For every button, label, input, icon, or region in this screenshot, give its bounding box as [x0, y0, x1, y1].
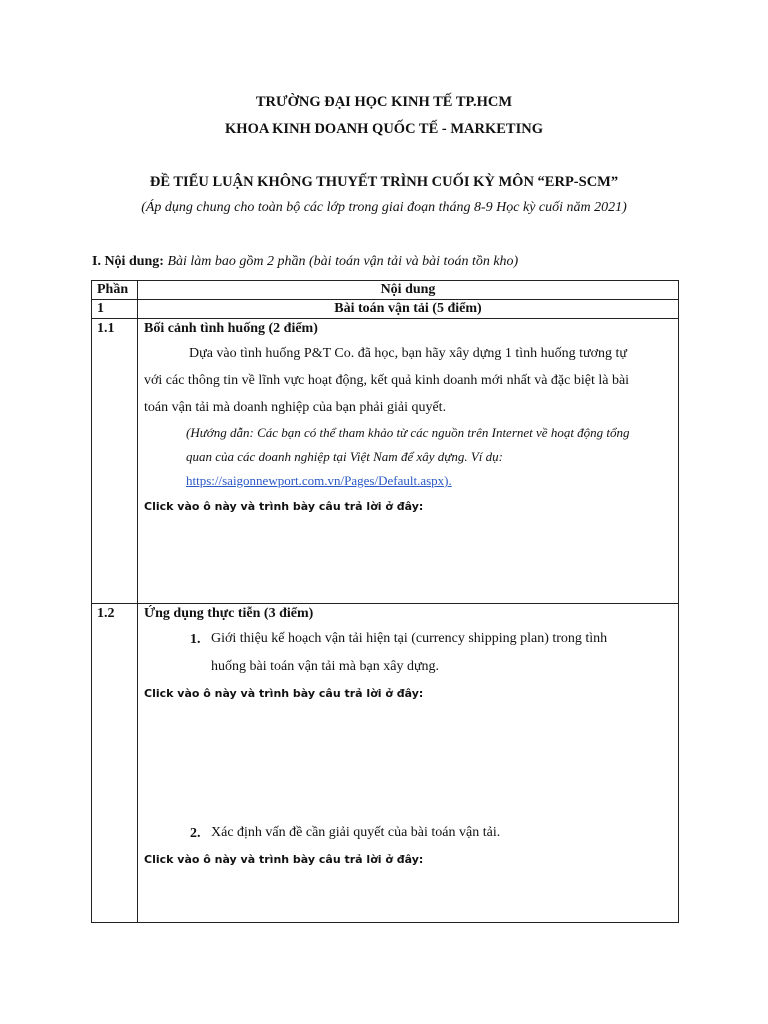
- table-bottom-border: [91, 922, 679, 923]
- row1-paragraph-line1: Dựa vào tình huống P&T Co. đã học, bạn hãy xây dựng 1 tình huống tương tự: [189, 346, 628, 361]
- item2-text: Xác định vấn đề cần giải quyết của bài toán vận tải.: [211, 825, 501, 840]
- row1-link-line: [186, 469, 666, 493]
- item1-answer-prompt[interactable]: Click vào ô này và trình bày câu trả lời ở đây:: [144, 687, 424, 700]
- part1-number: 1: [97, 301, 104, 316]
- table-right-border: [678, 280, 679, 923]
- section-content-heading: [92, 254, 518, 270]
- saigonnewport-link[interactable]: https://saigonnewport.com.vn/Pages/Default.aspx).: [186, 473, 452, 488]
- section-heading-label: I. Nội dung:: [92, 254, 164, 269]
- row2-number: 1.2: [97, 606, 115, 621]
- row2-title: Ứng dụng thực tiễn (3 điểm): [144, 606, 314, 621]
- row1-number: 1.1: [97, 321, 115, 336]
- table-column-divider: [137, 280, 138, 923]
- section-description: Bài làm bao gồm 2 phần (bài toán vận tải và bài toán tồn kho): [167, 254, 519, 269]
- item2-number: 2.: [190, 826, 201, 841]
- column-header-content: Nội dung: [380, 282, 436, 297]
- document-title: ĐỀ TIỂU LUẬN KHÔNG THUYẾT TRÌNH CUỐI KỲ MÔN “ERP-SCM”: [149, 174, 619, 190]
- table-header-divider: [91, 299, 679, 300]
- table-left-border: [91, 280, 92, 923]
- row1-note-line1: (Hướng dẫn: Các bạn có thể tham khảo từ các nguồn trên Internet về hoạt động tổng: [186, 425, 630, 440]
- row1-title: Bối cảnh tình huống (2 điểm): [144, 321, 318, 336]
- table-part1-divider: [91, 318, 679, 319]
- table-row1-divider: [91, 603, 679, 604]
- document-subtitle: (Áp dụng chung cho toàn bộ các lớp trong giai đoạn tháng 8-9 Học kỳ cuối năm 2021): [141, 200, 627, 215]
- item1-line2: huống bài toán vận tải mà bạn xây dựng.: [211, 659, 440, 674]
- row1-paragraph-line2: với các thông tin về lĩnh vực hoạt động, kết quả kinh doanh mới nhất và đặc biệt là bài: [144, 373, 630, 388]
- part1-title: Bài toán vận tải (5 điểm): [334, 301, 482, 316]
- item1-line1: Giới thiệu kế hoạch vận tải hiện tại (currency shipping plan) trong tình: [211, 631, 608, 646]
- row1-paragraph-line3: toán vận tải mà doanh nghiệp của bạn phải giải quyết.: [144, 400, 447, 415]
- faculty-name: KHOA KINH DOANH QUỐC TẾ - MARKETING: [225, 121, 543, 137]
- item1-number: 1.: [190, 632, 201, 647]
- table-top-border: [91, 280, 679, 281]
- column-header-part: Phần: [97, 282, 129, 297]
- item2-answer-prompt[interactable]: Click vào ô này và trình bày câu trả lời ở đây:: [144, 853, 424, 866]
- row1-note-line2: quan của các doanh nghiệp tại Việt Nam để xây dựng. Ví dụ:: [186, 449, 503, 464]
- university-name: TRƯỜNG ĐẠI HỌC KINH TẾ TP.HCM: [255, 94, 513, 110]
- row1-answer-prompt[interactable]: Click vào ô này và trình bày câu trả lời ở đây:: [144, 500, 424, 513]
